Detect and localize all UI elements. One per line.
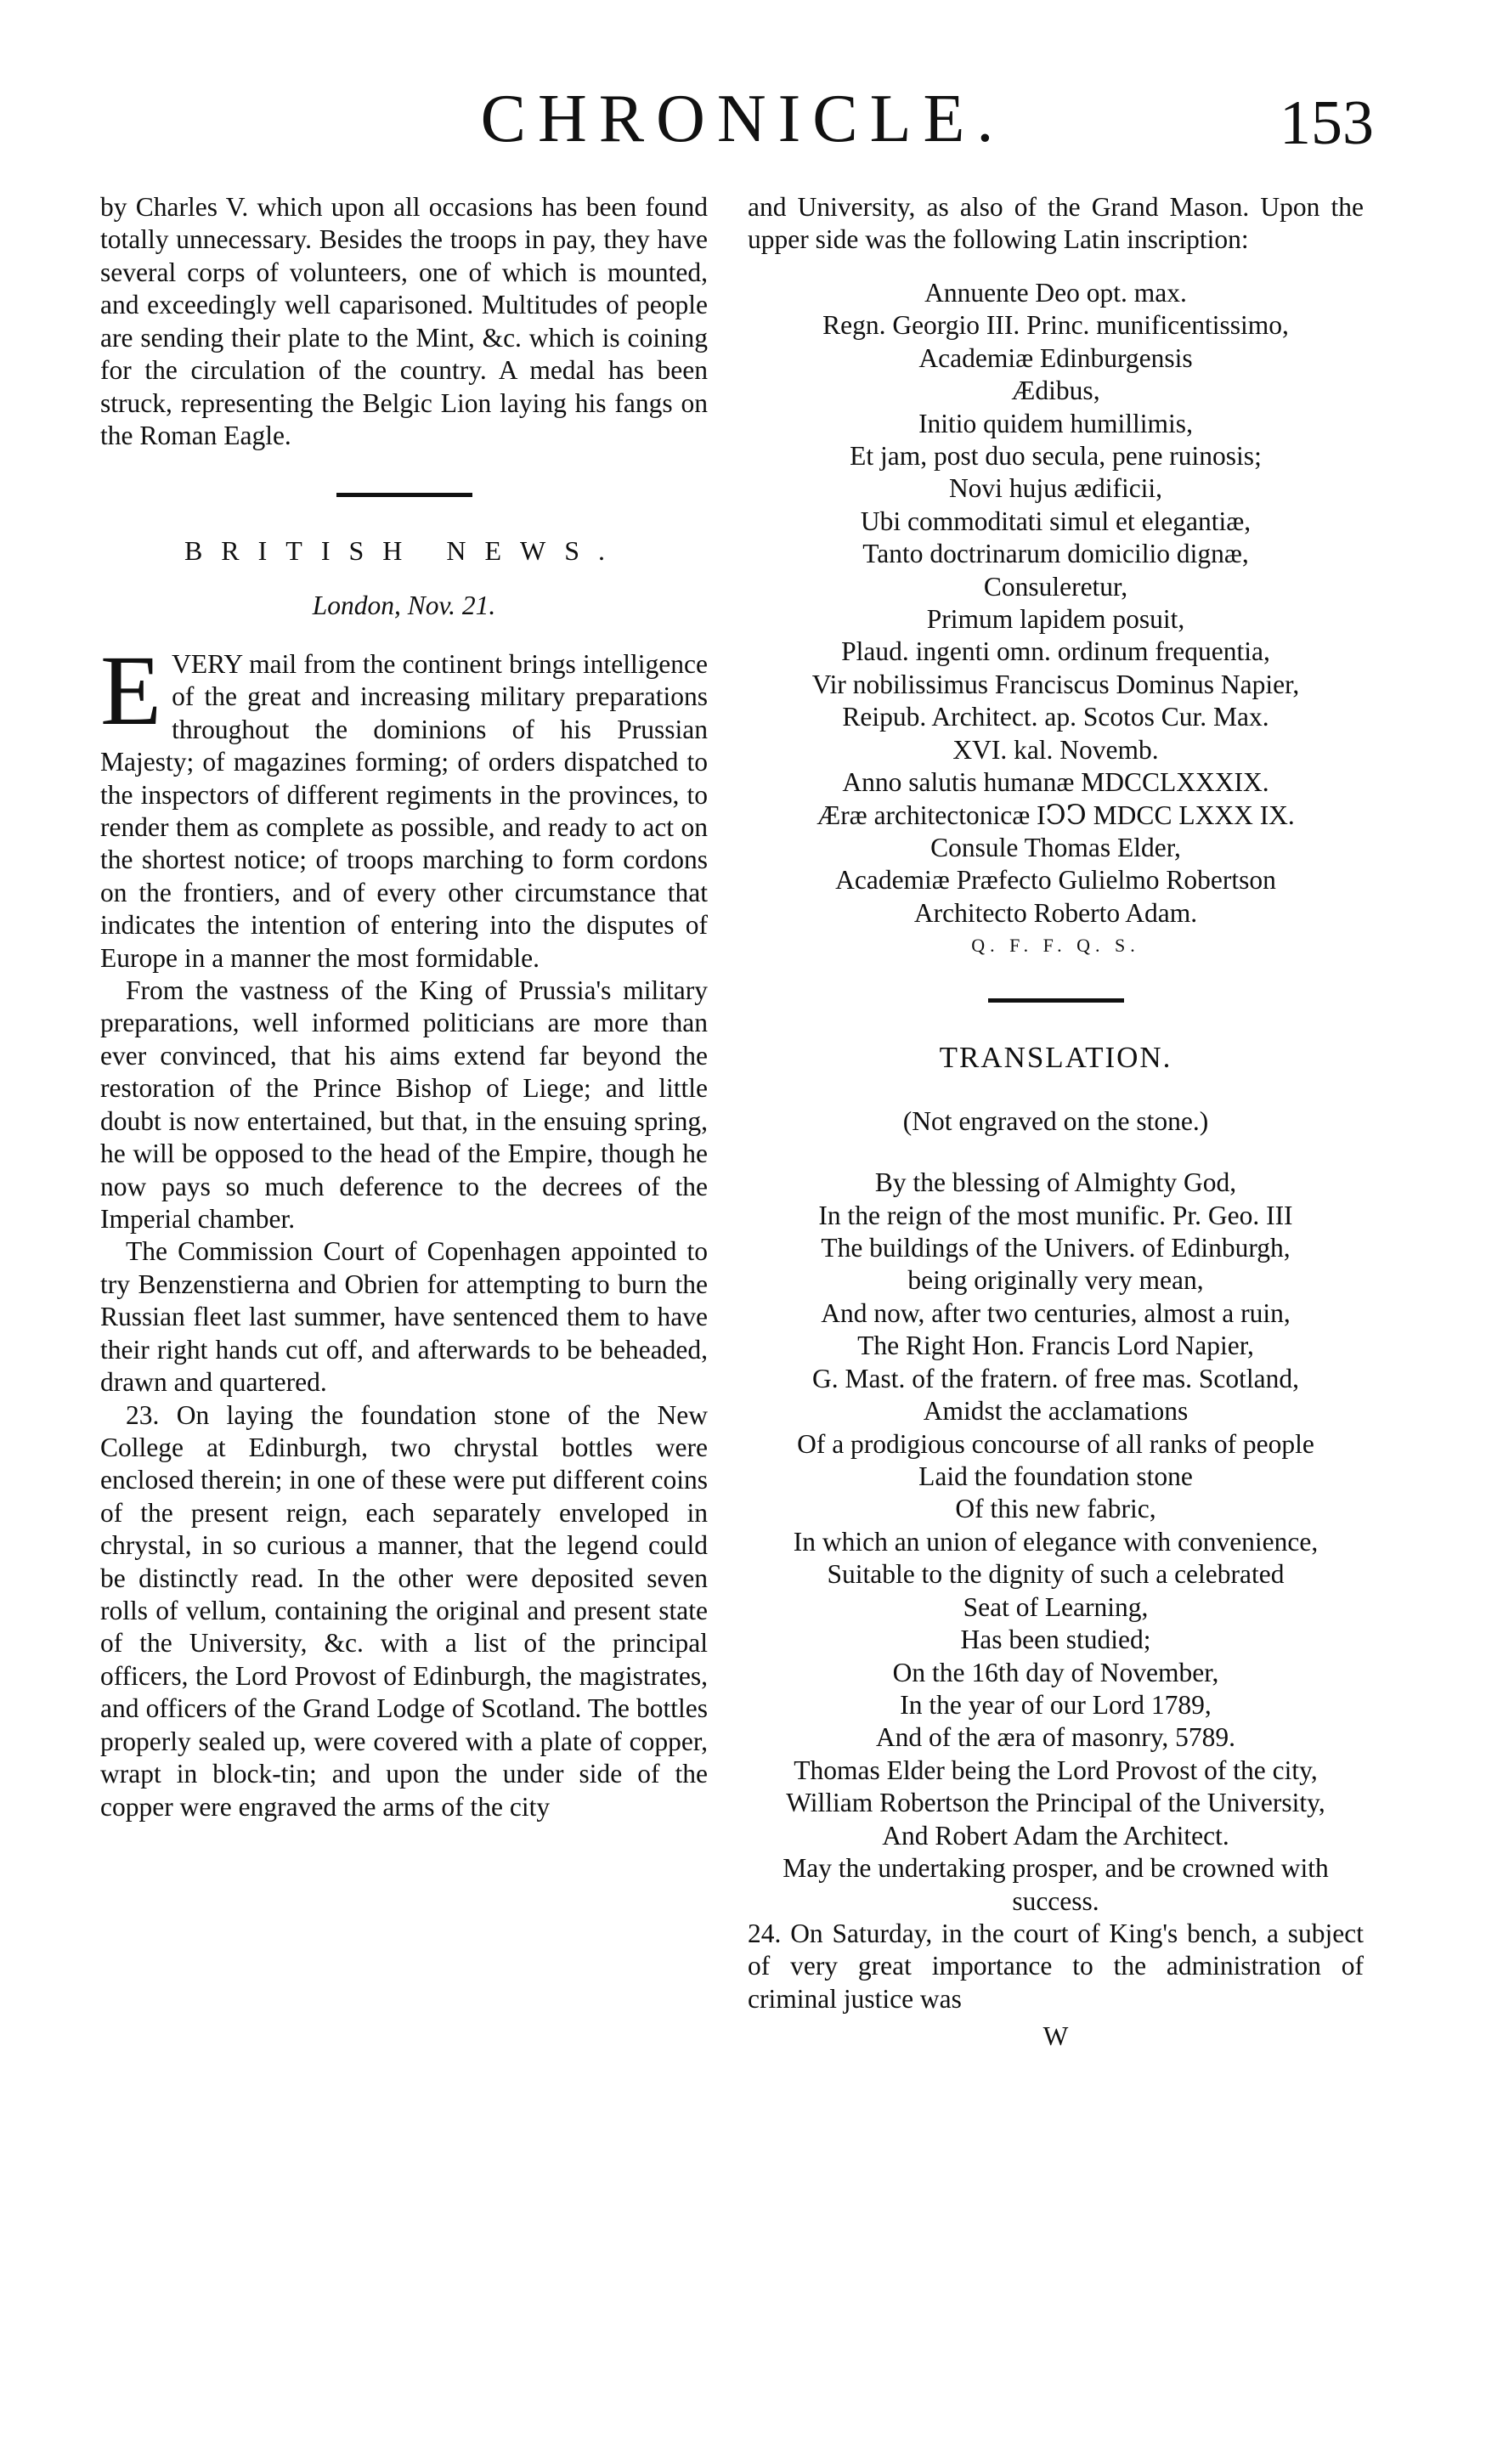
right-column: [748, 191, 1364, 2054]
inscription-line: Æræ architectonicæ IↃↃ MDCC LXXX IX.: [816, 800, 1295, 830]
translation-line: In which an union of elegance with convenience,: [793, 1526, 1319, 1557]
opening-paragraph: by Charles V. which upon all occasions has been found totally unnecessary. Besides the troops in pay, they have several corps of volunteers, one of which is mounted, and exceedingly well caparisoned. Multitudes of people are sending their plate to the Mint, &c. which is coining for the circulation of the country. A medal has been struck, representing the Belgic Lion laying his fangs on the Roman Eagle.: [100, 192, 708, 450]
inscription-line: Anno salutis humanæ MDCCLXXXIX.: [842, 767, 1269, 798]
translation-line: Seat of Learning,: [963, 1591, 1149, 1622]
translation-note: (Not engraved on the stone.): [902, 1105, 1209, 1136]
first-paragraph-text: VERY mail from the continent brings intelligence of the great and increasing military preparations throughout the dominions of his Prussian Majesty; of magazines forming; of orders dispatched to the inspectors of different regiments in the provinces, to render them as complete as possible, and ready to act on the shortest notice; of troops marching to form cordons on the frontiers, and of every other circumstance that indicates the intention of entering into the disputes of Europe in a manner the most formidable.: [100, 648, 708, 973]
translation-line: Suitable to the dignity of such a celebrated: [827, 1559, 1285, 1590]
translation-line: In the reign of the most munific. Pr. Geo. III: [818, 1200, 1293, 1230]
inscription-line: Regn. Georgio III. Princ. munificentissimo,: [822, 310, 1289, 341]
inscription-line: Initio quidem humillimis,: [918, 408, 1193, 438]
inscription-line: Consuleretur,: [983, 571, 1128, 602]
translation-line: And now, after two centuries, almost a ruin,: [821, 1297, 1291, 1328]
paragraph: From the vastness of the King of Prussia's military preparations, well informed politicians are more than ever convinced, that his aims extend far beyond the restoration of the Prince Bishop of Liege; and little doubt is now entertained, but that, in the ensuing spring, he will be opposed to the head of the Empire, though he now pays so much deference to the decrees of the Imperial chamber.: [100, 975, 708, 1234]
inscription-line: Academiæ Edinburgensis: [918, 342, 1193, 373]
inscription-line: Reipub. Architect. ap. Scotos Cur. Max.: [842, 702, 1269, 732]
inscription-line: Plaud. ingenti omn. ordinum frequentia,: [841, 636, 1270, 667]
inscription-line: Ædibus,: [1011, 376, 1100, 406]
translation-line: On the 16th day of November,: [892, 1657, 1219, 1687]
page-header: [0, 81, 1486, 157]
paragraph: 23. On laying the foundation stone of the New College at Edinburgh, two chrystal bottles were enclosed therein; in one of these were put different coins of the present reign, each separately enveloped in chrystal, in so curious a manner, that the legend could be distinctly read. In the other were deposited seven rolls of vellum, containing the original and present state of the University, &c. with a list of the principal officers, the Lord Provost of Edinburgh, the magistrates, and officers of the Grand Lodge of Scotland. The bottles properly sealed up, were covered with a plate of copper, wrapt in block-tin; and upon the under side of the copper were engraved the arms of the city: [100, 1399, 708, 1822]
inscription-line: Q. F. F. Q. S.: [971, 935, 1140, 957]
translation-line: being originally very mean,: [907, 1265, 1204, 1296]
translation-heading: TRANSLATION.: [939, 1041, 1172, 1075]
section-heading: BRITISH NEWS.: [184, 535, 624, 567]
drop-cap: E: [100, 634, 162, 746]
left-column: [100, 191, 708, 1823]
translation-line: Amidst the acclamations: [923, 1396, 1189, 1427]
inscription-line: Ubi commoditati simul et elegantiæ,: [860, 506, 1252, 536]
translation-text: [748, 1167, 1364, 1918]
translation-line: Thomas Elder being the Lord Provost of the city,: [794, 1755, 1318, 1785]
inscription-line: Consule Thomas Elder,: [930, 833, 1181, 863]
section-divider: [336, 493, 472, 497]
continuation-paragraph: and University, as also of the Grand Mason. Upon the upper side was the following Latin inscription:: [748, 192, 1364, 255]
inscription-line: Vir nobilissimus Franciscus Dominus Napier,: [811, 669, 1300, 699]
translation-line: William Robertson the Principal of the University,: [786, 1788, 1325, 1818]
translation-line: In the year of our Lord 1789,: [900, 1689, 1212, 1720]
translation-line: Of this new fabric,: [955, 1494, 1156, 1524]
closing-paragraph: 24. On Saturday, in the court of King's bench, a subject of very great importance to the administration of criminal justice was: [748, 1918, 1364, 2014]
translation-line: May the undertaking prosper, and be crowned with success.: [783, 1853, 1329, 1916]
translation-line: G. Mast. of the fratern. of free mas. Scotland,: [812, 1363, 1299, 1393]
signature-mark: W: [1042, 2021, 1069, 2052]
section-divider: [988, 998, 1124, 1003]
translation-line: The buildings of the Univers. of Edinburgh,: [821, 1233, 1291, 1263]
translation-line: The Right Hon. Francis Lord Napier,: [857, 1331, 1254, 1361]
dateline: London, Nov. 21.: [312, 591, 496, 621]
inscription-line: Annuente Deo opt. max.: [924, 277, 1187, 308]
running-title: CHRONICLE.: [480, 82, 1006, 156]
inscription-line: Tanto doctrinarum domicilio dignæ,: [862, 539, 1249, 569]
translation-line: By the blessing of Almighty God,: [874, 1167, 1237, 1198]
translation-line: Has been studied;: [960, 1625, 1151, 1655]
inscription-line: Architecto Roberto Adam.: [913, 897, 1198, 928]
first-paragraph: [100, 634, 708, 975]
translation-line: And of the æra of masonry, 5789.: [875, 1722, 1236, 1753]
inscription-line: Academiæ Præfecto Gulielmo Robertson: [835, 865, 1276, 896]
inscription-line: Primum lapidem posuit,: [926, 604, 1185, 635]
translation-line: Laid the foundation stone: [918, 1461, 1193, 1492]
inscription-line: Novi hujus ædificii,: [948, 473, 1163, 504]
page-number: 153: [1280, 88, 1374, 158]
latin-inscription: [748, 277, 1364, 958]
translation-line: And Robert Adam the Architect.: [882, 1820, 1229, 1851]
paragraph: The Commission Court of Copenhagen appointed to try Benzenstierna and Obrien for attempting to burn the Russian fleet last summer, have sentenced them to have their right hands cut off, and afterwards to be beheaded, drawn and quartered.: [100, 1236, 708, 1398]
inscription-line: XVI. kal. Novemb.: [952, 734, 1159, 765]
inscription-line: Et jam, post duo secula, pene ruinosis;: [850, 440, 1262, 471]
translation-line: Of a prodigious concourse of all ranks of people: [797, 1428, 1314, 1459]
